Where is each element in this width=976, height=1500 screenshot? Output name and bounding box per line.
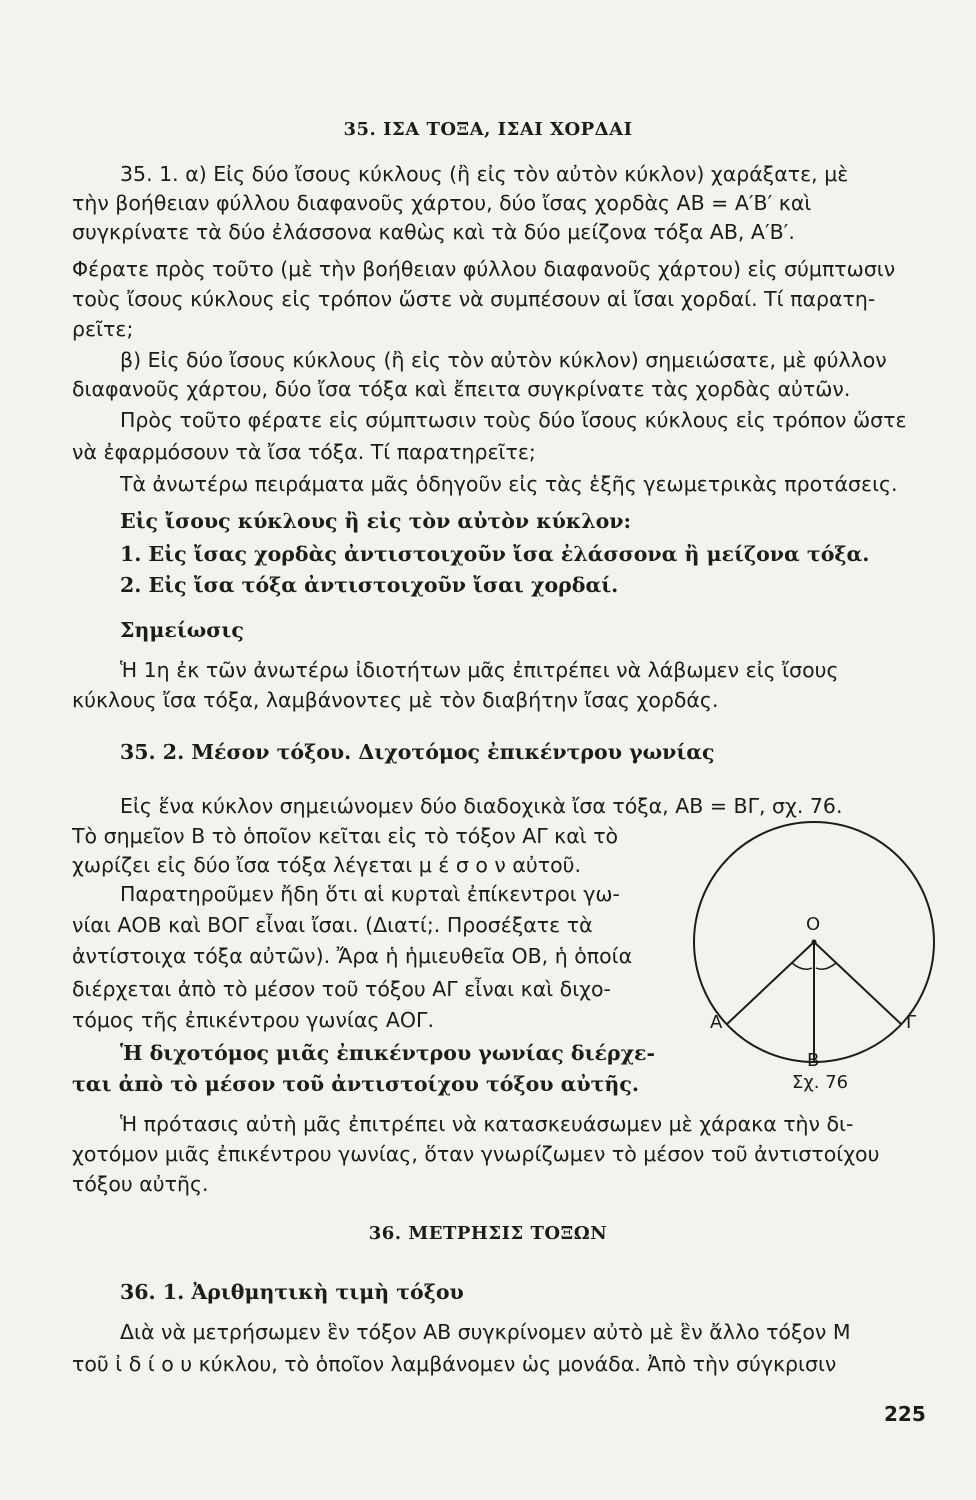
text-line: Ἡ 1η ἐκ τῶν ἀνωτέρω ἰδιοτήτων μᾶς ἐπιτρέπει νὰ λάβωμεν εἰς ἴσους — [120, 658, 839, 682]
page-number: 225 — [884, 1402, 926, 1426]
label-A: Α — [710, 1012, 723, 1033]
rule-bisector-1: Ἡ διχοτόμος μιᾶς ἐπικέντρου γωνίας διέρχε- — [120, 1041, 656, 1065]
text-line: Πρὸς τοῦτο φέρατε εἰς σύμπτωσιν τοὺς δύο ἴσους κύκλους εἰς τρόπον ὥστε — [120, 408, 907, 432]
text-line: τὴν βοήθειαν φύλλου διαφανοῦς χάρτου, δύο ἴσας χορδὰς ΑΒ = Α′Β′ καὶ — [72, 191, 812, 215]
text-line: ἀντίστοιχα τόξα αὐτῶν). Ἄρα ἡ ἡμιευθεῖα ΟΒ, ἡ ὁποία — [72, 944, 633, 968]
text-line: Ἡ πρότασις αὐτὴ μᾶς ἐπιτρέπει νὰ κατασκευάσωμεν μὲ χάρακα τὴν δι- — [120, 1112, 854, 1136]
text-line: χοτόμον μιᾶς ἐπικέντρου γωνίας, ὅταν γνωρίζωμεν τὸ μέσον τοῦ ἀντιστοίχου — [72, 1142, 880, 1166]
text-line: συγκρίνατε τὰ δύο ἐλάσσονα καθὼς καὶ τὰ δύο μείζονα τόξα ΑΒ, Α′Β′. — [72, 220, 795, 244]
text-line: Παρατηροῦμεν ἤδη ὅτι αἱ κυρταὶ ἐπίκεντροι γω- — [120, 882, 620, 906]
section-36-title: 36. ΜΕΤΡΗΣΙΣ ΤΟΞΩΝ — [368, 1223, 608, 1244]
rule-heading: Εἰς ἴσους κύκλους ἢ εἰς τὸν αὐτὸν κύκλον: — [120, 509, 632, 533]
text-line: Εἰς ἕνα κύκλον σημειώνομεν δύο διαδοχικὰ ἴσα τόξα, ΑΒ = ΒΓ, σχ. 76. — [120, 794, 843, 818]
note-heading: Σημείωσις — [120, 618, 244, 642]
text-line: τόμος τῆς ἐπικέντρου γωνίας ΑΟΓ. — [72, 1008, 434, 1032]
rule-2: 2. Εἰς ἴσα τόξα ἀντιστοιχοῦν ἴσαι χορδαί. — [120, 573, 619, 597]
figure-caption: Σχ. 76 — [792, 1072, 849, 1093]
text-line: Διὰ νὰ μετρήσωμεν ἓν τόξον ΑΒ συγκρίνομεν αὐτὸ μὲ ἓν ἄλλο τόξον Μ — [120, 1320, 851, 1344]
rule-1: 1. Εἰς ἴσας χορδὰς ἀντιστοιχοῦν ἴσα ἐλάσσονα ἢ μείζονα τόξα. — [120, 542, 870, 566]
text-line: τοῦ ἰ δ ί ο υ κύκλου, τὸ ὁποῖον λαμβάνομεν ὡς μονάδα. Ἀπὸ τὴν σύγκρισιν — [72, 1352, 837, 1376]
text-line: νίαι ΑΟΒ καὶ ΒΟΓ εἶναι ἴσαι. (Διατί;. Προσέξατε τὰ — [72, 913, 593, 937]
section-35-title: 35. ΙΣΑ ΤΟΞΑ, ΙΣΑΙ ΧΟΡΔΑΙ — [343, 119, 633, 140]
label-B: Β — [807, 1050, 820, 1071]
label-O: Ο — [806, 914, 821, 935]
text-line: διέρχεται ἀπὸ τὸ μέσον τοῦ τόξου ΑΓ εἶναι καὶ διχο- — [72, 977, 611, 1001]
text-line: ρεῖτε; — [72, 317, 134, 341]
radius-OG — [814, 942, 901, 1024]
text-line: τόξου αὐτῆς. — [72, 1172, 209, 1196]
text-line: 35. 1. α) Εἰς δύο ἴσους κύκλους (ἢ εἰς τὸν αὐτὸν κύκλον) χαράξατε, μὲ — [120, 162, 849, 186]
text-line: χωρίζει εἰς δύο ἴσα τόξα λέγεται μ έ σ ο ν αὐτοῦ. — [72, 853, 582, 877]
text-line: Φέρατε πρὸς τοῦτο (μὲ τὴν βοήθειαν φύλλου διαφανοῦς χάρτου) εἰς σύμπτωσιν — [72, 257, 896, 281]
text-line: νὰ ἐφαρμόσουν τὰ ἴσα τόξα. Τί παρατηρεῖτε; — [72, 440, 536, 464]
label-G: Γ — [906, 1012, 917, 1033]
text-line: διαφανοῦς χάρτου, δύο ἴσα τόξα καὶ ἔπειτα συγκρίνατε τὰς χορδὰς αὐτῶν. — [72, 377, 851, 401]
text-line: κύκλους ἴσα τόξα, λαμβάνοντες μὲ τὸν διαβήτην ἴσας χορδάς. — [72, 688, 719, 712]
text-line: τοὺς ἴσους κύκλους εἰς τρόπον ὥστε νὰ συμπέσουν αἱ ἴσαι χορδαί. Τί παρατη- — [72, 287, 876, 311]
radius-OA — [727, 942, 814, 1024]
angle-arc-AOB — [792, 963, 812, 969]
angle-arc-BOG — [816, 963, 836, 969]
subsection-36-1-title: 36. 1. Ἀριθμητικὴ τιμὴ τόξου — [120, 1280, 464, 1304]
circle — [694, 822, 934, 1062]
text-line: β) Εἰς δύο ἴσους κύκλους (ἢ εἰς τὸν αὐτὸν κύκλον) σημειώσατε, μὲ φύλλον — [120, 348, 887, 372]
rule-bisector-2: ται ἀπὸ τὸ μέσον τοῦ ἀντιστοίχου τόξου αὐτῆς. — [72, 1072, 639, 1096]
text-line: Τὰ ἀνωτέρω πειράματα μᾶς ὁδηγοῦν εἰς τὰς ἑξῆς γεωμετρικὰς προτάσεις. — [120, 472, 898, 496]
text-line: Τὸ σημεῖον Β τὸ ὁποῖον κεῖται εἰς τὸ τόξον ΑΓ καὶ τὸ — [72, 824, 619, 848]
center-point — [812, 940, 817, 945]
subsection-35-2-title: 35. 2. Μέσον τόξου. Διχοτόμος ἐπικέντρου γωνίας — [120, 740, 715, 764]
